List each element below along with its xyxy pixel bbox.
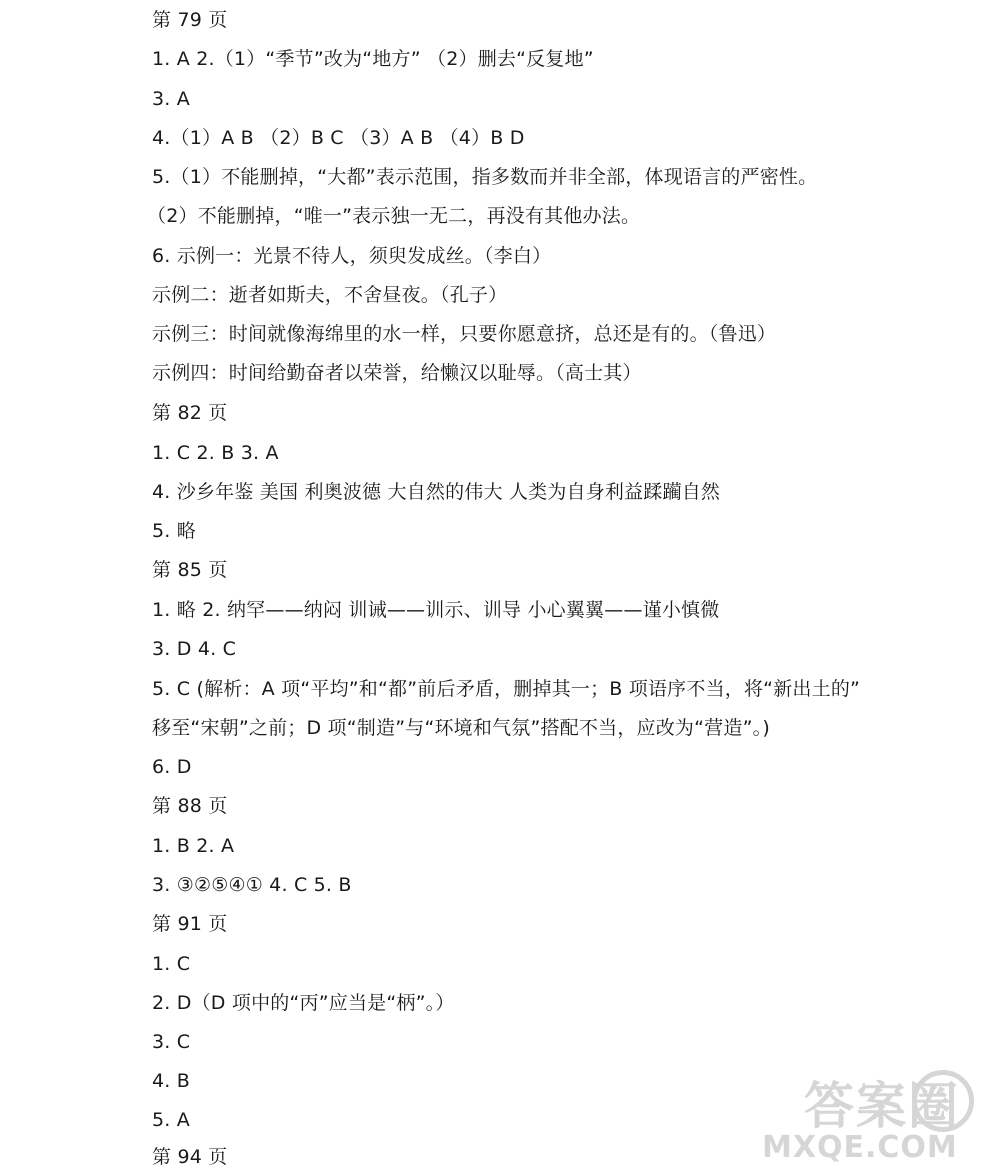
answer-line: 2. D（D 项中的“丙”应当是“柄”。）: [152, 992, 455, 1014]
answer-line: 示例三：时间就像海绵里的水一样，只要你愿意挤，总还是有的。（鲁迅）: [152, 323, 777, 345]
answer-line: 4. 沙乡年鉴 美国 利奥波德 大自然的伟大 人类为自身利益蹂躏自然: [152, 481, 721, 503]
answer-line: 移至“宋朝”之前；D 项“制造”与“环境和气氛”搭配不当，应改为“营造”。): [152, 717, 770, 739]
page-heading: 第 88 页: [152, 795, 228, 817]
page-heading: 第 91 页: [152, 913, 228, 935]
answer-line: 5. C (解析：A 项“平均”和“都”前后矛盾，删掉其一；B 项语序不当，将“新出土的”: [152, 678, 861, 700]
answer-line: 3. D 4. C: [152, 638, 237, 660]
answer-line: （2）不能删掉，“唯一”表示独一无二，再没有其他办法。: [147, 205, 641, 227]
answer-line: 5. A: [152, 1109, 190, 1131]
answer-line: 6. 示例一：光景不待人，须臾发成丝。（李白）: [152, 245, 552, 267]
site-watermark: [762, 1064, 992, 1169]
answer-line: 4.（1）A B （2）B C （3）A B （4）B D: [152, 127, 525, 149]
answer-line: 1. 略 2. 纳罕——纳闷 训诫——训示、训导 小心翼翼——谨小慎微: [152, 599, 720, 621]
answer-line: 1. C: [152, 953, 191, 975]
page-heading: 第 94 页: [152, 1146, 228, 1168]
answer-line: 4. B: [152, 1070, 191, 1092]
answer-line: 1. B 2. A: [152, 835, 235, 857]
answer-line: 6. D: [152, 756, 192, 778]
page-heading: 第 79 页: [152, 9, 228, 31]
answer-line: 3. A: [152, 88, 190, 110]
answer-line: 3. C: [152, 1031, 191, 1053]
answer-line: 5.（1）不能删掉，“大都”表示范围，指多数而并非全部，体现语言的严密性。: [152, 166, 818, 188]
page-heading: 第 82 页: [152, 402, 228, 424]
watermark-text-cn: 答案圈: [804, 1077, 960, 1135]
watermark-text-en: MXQE.COM: [762, 1130, 958, 1165]
answer-line: 3. ③②⑤④① 4. C 5. B: [152, 874, 352, 896]
watermark-badge-icon: [912, 1070, 974, 1132]
answer-line: 示例二：逝者如斯夫，不舍昼夜。（孔子）: [152, 284, 508, 306]
answer-line: 示例四：时间给勤奋者以荣誉，给懒汉以耻辱。（高士其）: [152, 362, 642, 384]
page-heading: 第 85 页: [152, 559, 228, 581]
answer-line: 5. 略: [152, 520, 196, 542]
answer-line: 1. C 2. B 3. A: [152, 442, 279, 464]
answer-line: 1. A 2.（1）“季节”改为“地方” （2）删去“反复地”: [152, 48, 594, 70]
